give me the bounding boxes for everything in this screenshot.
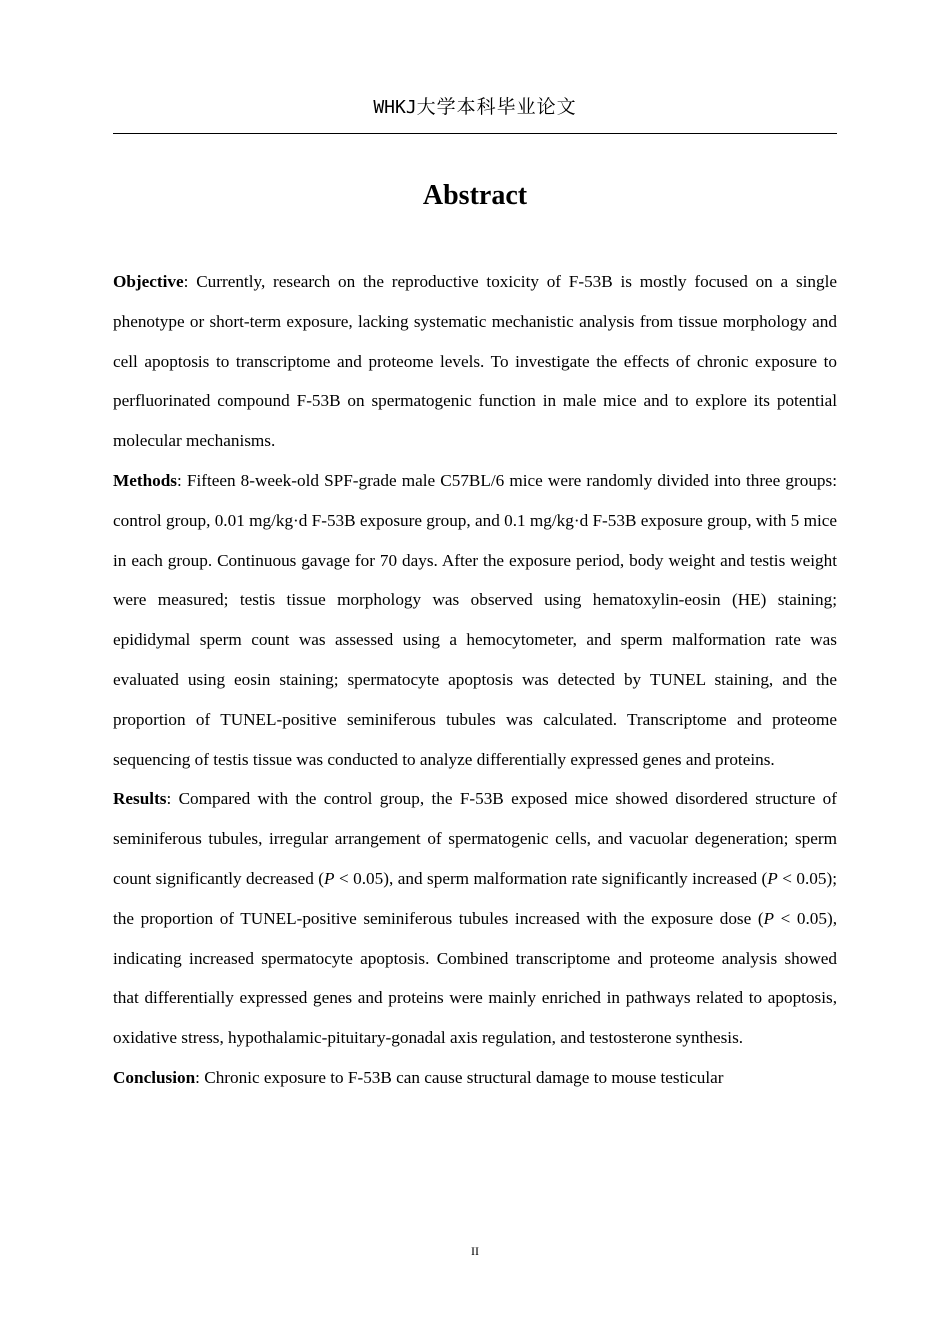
methods-paragraph	[113, 461, 837, 779]
page-title: Abstract	[422, 180, 528, 211]
conclusion-text: : Chronic exposure to F-53B can cause structural damage to mouse testicular	[195, 1067, 724, 1087]
header-university-text: 大学本科毕业论文	[416, 96, 577, 118]
conclusion-paragraph	[113, 1058, 837, 1098]
objective-text: : Currently, research on the reproductive toxicity of F-53B is mostly focused on a single phenotype or short-term exposure, lacking systematic mechanistic analysis from tissue morphology and cell apoptosis to transcriptome and proteome levels. To investigate the effects of chronic exposure to perfluorinated compound F-53B on spermatogenic function in male mice and to explore its potential molecular mechanisms.	[113, 272, 837, 451]
results-text-1: : Compared with the control group, the F-53B exposed mice showed disordered structure of seminiferous tubules, irregular arrangement of spermatogenic cells, and vacuolar degeneration; sperm count significantly decreased (	[113, 789, 837, 888]
results-label: Results	[113, 789, 167, 809]
objective-label: Objective	[113, 272, 184, 291]
page-number: II	[471, 1244, 479, 1258]
methods-text: : Fifteen 8-week-old SPF-grade male C57BL/6 mice were randomly divided into three groups: control group, 0.01 mg/kg·d F-53B exposure group, and 0.1 mg/kg·d F-53B exposure group, with 5 mice in each group. Continuous gavage for 70 days. After the exposure period, body weight and testis weight were measured; testis tissue morphology was observed using hematoxylin-eosin (HE) staining; epididymal sperm count was assessed using a hemocytometer, and sperm malformation rate was evaluated using eosin staining; spermatocyte apoptosis was detected by TUNEL staining, and the proportion of TUNEL-positive seminiferous tubules was calculated. Transcriptome and proteome sequencing of testis tissue was conducted to analyze differentially expressed genes and proteins.	[113, 470, 837, 769]
p-value-symbol: P	[324, 868, 335, 888]
conclusion-label: Conclusion	[113, 1067, 196, 1087]
objective-paragraph	[113, 262, 837, 461]
abstract-body	[113, 262, 837, 1098]
results-paragraph	[113, 779, 837, 1058]
running-header	[113, 92, 837, 123]
header-code: WHKJ	[373, 97, 417, 118]
p-value-symbol: P	[767, 868, 778, 888]
methods-label: Methods	[113, 470, 177, 490]
results-text-3: < 0.05); the proportion of TUNEL-positive seminiferous tubules increased with the exposure dose (	[113, 868, 837, 928]
results-text-2: < 0.05), and sperm malformation rate significantly increased (	[334, 868, 768, 888]
p-value-symbol: P	[763, 908, 775, 928]
header-rule	[113, 133, 837, 134]
results-text-4: < 0.05), indicating increased spermatocyte apoptosis. Combined transcriptome and proteome analysis showed that differentially expressed genes and proteins were mainly enriched in pathways related to apoptosis, oxidative stress, hypothalamic-pituitary-gonadal axis regulation, and testosterone synthesis.	[113, 908, 837, 1048]
